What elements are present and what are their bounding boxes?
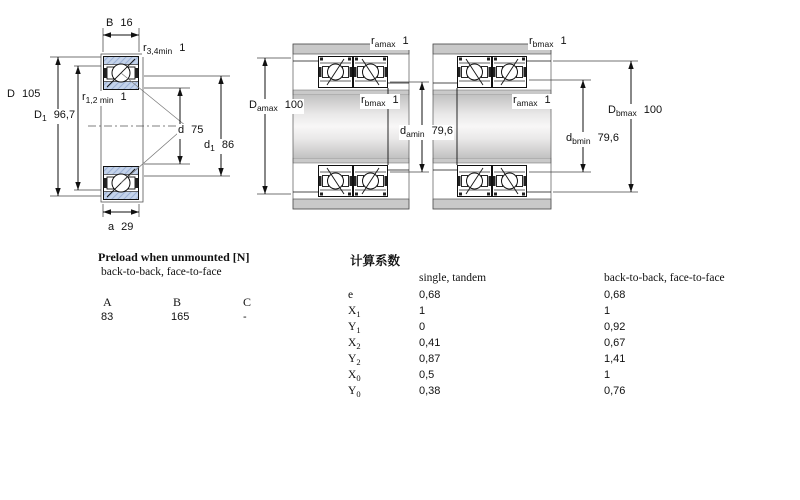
dim-subscript: 1 bbox=[41, 113, 47, 123]
bearing-pair-top bbox=[319, 57, 388, 88]
preload-value-C: - bbox=[243, 311, 247, 323]
single-bearing-cross-section bbox=[50, 28, 230, 217]
dim-value: 79,6 bbox=[597, 132, 619, 144]
dim-value: 100 bbox=[643, 104, 663, 116]
dim-value: 100 bbox=[284, 99, 304, 111]
dim-label-r12min bbox=[81, 91, 128, 106]
dim-label-Damax bbox=[248, 99, 304, 114]
dim-symbol: r bbox=[82, 91, 86, 103]
dim-value: 1 bbox=[179, 42, 186, 54]
dim-subscript: 3,4min bbox=[146, 46, 173, 56]
calc-value-paired: 0,67 bbox=[604, 337, 626, 349]
calc-value-single: 0,68 bbox=[419, 289, 441, 301]
dim-symbol: D bbox=[34, 109, 42, 121]
dim-label-rbmax-b bbox=[528, 35, 568, 50]
dim-subscript: 1 bbox=[210, 143, 215, 153]
dim-symbol: D bbox=[7, 88, 15, 100]
dim-subscript: bmin bbox=[572, 136, 591, 146]
dim-value: 1 bbox=[402, 35, 409, 47]
calc-row-X0 bbox=[345, 369, 765, 385]
preload-header-C: C bbox=[243, 295, 252, 309]
calc-value-single: 0,5 bbox=[419, 369, 435, 381]
calc-value-paired: 0,76 bbox=[604, 385, 626, 397]
preload-title: Preload when unmounted [N] bbox=[98, 250, 250, 264]
bearing-pair-bottom bbox=[458, 166, 527, 197]
calc-row-Y2 bbox=[345, 353, 765, 369]
calc-row-label: $Y_1$ bbox=[348, 321, 361, 335]
dim-value: 105 bbox=[21, 88, 41, 100]
dim-symbol: r bbox=[529, 35, 533, 47]
dim-label-ramax-b bbox=[512, 94, 552, 109]
bearing-pair-top bbox=[458, 57, 527, 88]
preload-value-A: 83 bbox=[101, 311, 114, 323]
dim-label-d bbox=[177, 124, 204, 139]
calc-value-single: 0,41 bbox=[419, 337, 441, 349]
calc-value-paired: 0,68 bbox=[604, 289, 626, 301]
calc-value-paired: 1 bbox=[604, 305, 611, 317]
dim-label-rbmax-a bbox=[360, 94, 400, 109]
calc-title: 计算系数 bbox=[350, 254, 401, 268]
dim-subscript: bmax bbox=[615, 108, 637, 118]
dim-label-a bbox=[107, 221, 134, 236]
dim-label-r34min bbox=[142, 42, 186, 57]
dim-value: 16 bbox=[120, 17, 133, 29]
calc-value-paired: 0,92 bbox=[604, 321, 626, 333]
calc-value-paired: 1,41 bbox=[604, 353, 626, 365]
dim-value: 1 bbox=[392, 94, 399, 106]
calc-row-label: $Y_2$ bbox=[348, 353, 361, 367]
dim-value: 96,7 bbox=[53, 109, 76, 121]
dim-value: 75 bbox=[191, 124, 204, 136]
dim-symbol: d bbox=[204, 139, 211, 151]
dim-symbol: r bbox=[513, 94, 517, 106]
calc-header-single-tandem: single, tandem bbox=[419, 272, 487, 284]
dim-symbol: d bbox=[178, 124, 185, 136]
calc-row-Y0 bbox=[345, 385, 765, 401]
dim-symbol: r bbox=[361, 94, 365, 106]
dim-subscript: 1,2 min bbox=[85, 95, 114, 105]
dim-subscript: bmax bbox=[364, 98, 386, 108]
calc-row-label: $X_0$ bbox=[348, 369, 361, 383]
dim-symbol: D bbox=[608, 104, 616, 116]
dim-subscript: amax bbox=[256, 103, 278, 113]
calc-row-label: e bbox=[348, 289, 354, 301]
mounted-arrangement-b bbox=[433, 44, 638, 209]
calc-header-back-to-back: back-to-back, face-to-face bbox=[604, 272, 725, 284]
calc-row-Y1 bbox=[345, 321, 765, 337]
calc-value-single: 1 bbox=[419, 305, 426, 317]
dim-label-ramax-a bbox=[370, 35, 410, 50]
dim-symbol: r bbox=[143, 42, 147, 54]
calc-value-paired: 1 bbox=[604, 369, 611, 381]
dim-value: 1 bbox=[560, 35, 567, 47]
dim-label-B bbox=[105, 17, 134, 32]
dim-subscript: amax bbox=[516, 98, 538, 108]
dim-value: 1 bbox=[544, 94, 551, 106]
dim-subscript: bmax bbox=[532, 39, 554, 49]
dim-value: 79,6 bbox=[431, 125, 453, 137]
dim-value: 29 bbox=[121, 221, 134, 233]
dim-symbol: D bbox=[249, 99, 257, 111]
dim-symbol: d bbox=[566, 132, 573, 144]
bearing-pair-bottom bbox=[319, 166, 388, 197]
preload-header-A: A bbox=[103, 295, 112, 309]
dim-symbol: a bbox=[108, 221, 115, 233]
dim-value: 86 bbox=[221, 139, 235, 151]
dim-subscript: amax bbox=[374, 39, 396, 49]
calc-value-single: 0,38 bbox=[419, 385, 441, 397]
preload-header-B: B bbox=[173, 295, 182, 309]
calc-row-X1 bbox=[345, 305, 765, 321]
dim-value: 1 bbox=[120, 91, 127, 103]
dim-label-d1 bbox=[203, 139, 235, 154]
dim-symbol: d bbox=[400, 125, 407, 137]
calc-value-single: 0 bbox=[419, 321, 426, 333]
dim-label-D1 bbox=[33, 109, 76, 124]
dim-symbol: B bbox=[106, 17, 114, 29]
calc-row-label: $X_2$ bbox=[348, 337, 361, 351]
preload-subtitle: back-to-back, face-to-face bbox=[101, 266, 222, 278]
dim-label-D bbox=[6, 88, 41, 103]
dim-label-damin bbox=[399, 125, 454, 140]
preload-value-B: 165 bbox=[171, 311, 190, 323]
calc-row-e bbox=[345, 289, 765, 305]
dim-symbol: r bbox=[371, 35, 375, 47]
dim-label-Dbmax bbox=[607, 104, 663, 119]
calc-row-label: $Y_0$ bbox=[348, 385, 361, 399]
dim-label-dbmin bbox=[565, 132, 620, 147]
calc-value-single: 0,87 bbox=[419, 353, 441, 365]
calc-row-X2 bbox=[345, 337, 765, 353]
calc-row-label: $X_1$ bbox=[348, 305, 361, 319]
dim-subscript: amin bbox=[406, 129, 425, 139]
